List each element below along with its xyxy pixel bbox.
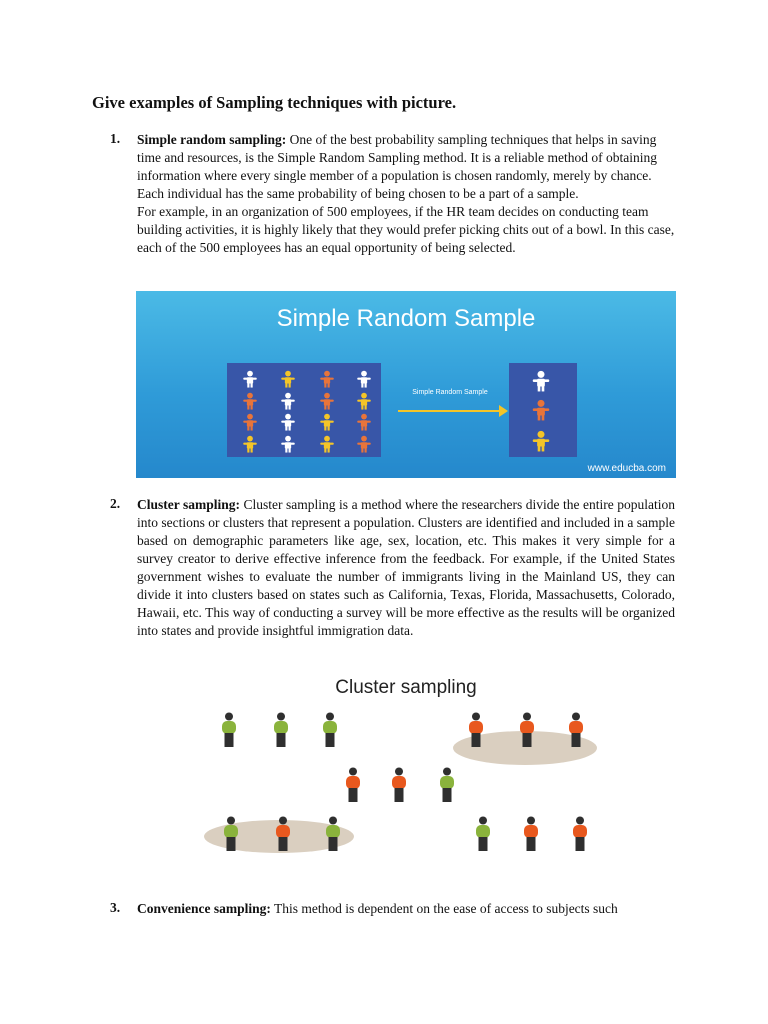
list-item-body	[137, 131, 675, 257]
definition-text: This method is dependent on the ease of access to subjects such	[270, 901, 618, 916]
person-icon	[389, 767, 409, 805]
person-icon	[241, 370, 259, 388]
person-icon	[318, 435, 336, 453]
term-label: Convenience sampling:	[137, 901, 271, 916]
person-icon	[466, 712, 486, 750]
list-item-simple-random	[110, 131, 675, 257]
source-url: www.educba.com	[587, 463, 666, 474]
person-icon	[279, 435, 297, 453]
person-icon	[219, 712, 239, 750]
list-number: 2.	[110, 496, 121, 511]
cluster-sampling-figure	[136, 670, 676, 860]
person-icon	[355, 370, 373, 388]
list-number: 1.	[110, 131, 121, 146]
person-icon	[323, 816, 343, 854]
person-icon	[320, 712, 340, 750]
person-icon	[570, 816, 590, 854]
person-icon	[241, 392, 259, 410]
definition-text: One of the best probability sampling techniques that helps in saving time and resources, is the Simple Random Sampling method. It is a reliable method of obtaining information where every single member of a population is chosen randomly, merely by chance. Each individual has the same probability of being chosen to be a part of a sample.	[137, 132, 658, 201]
person-icon	[279, 370, 297, 388]
definition-text: Cluster sampling is a method where the researchers divide the entire population into sections or clusters that represent a population. Clusters are identified and included in a sample based on demographic parameters like age, sex, location, etc. This makes it very simple for a survey creator to derive effective inference from the feedback. For example, if the United States government wishes to evaluate the number of immigrants living in the Mainland US, they can divide it into clusters based on states such as California, Texas, Florida, Massachusetts, Colorado, Hawaii, etc. This way of conducting a survey will be more effective as the results will be organized into states and provide insightful immigration data.	[137, 497, 676, 638]
person-icon	[521, 816, 541, 854]
list-item-body	[137, 900, 675, 918]
list-item-cluster	[110, 496, 675, 640]
term-label: Simple random sampling:	[137, 132, 287, 147]
person-icon	[318, 392, 336, 410]
figure-title: Cluster sampling	[335, 677, 477, 698]
person-icon	[355, 413, 373, 431]
person-icon	[473, 816, 493, 854]
person-icon	[566, 712, 586, 750]
person-icon	[221, 816, 241, 854]
person-icon	[530, 370, 552, 392]
list-number: 3.	[110, 900, 121, 915]
person-icon	[271, 712, 291, 750]
person-icon	[241, 413, 259, 431]
list-item-body	[137, 496, 675, 640]
simple-random-sample-figure	[136, 291, 676, 478]
person-icon	[517, 712, 537, 750]
term-label: Cluster sampling:	[137, 497, 241, 512]
person-icon	[355, 435, 373, 453]
person-icon	[343, 767, 363, 805]
person-icon	[530, 430, 552, 452]
arrow-label: Simple Random Sample	[412, 389, 488, 396]
example-text: For example, in an organization of 500 employees, if the HR team decides on conducting team building activities, it is highly likely that they would prefer picking chits out of a bowl. In this case, each of the 500 employees has an equal opportunity of being selected.	[137, 204, 675, 255]
person-icon	[279, 392, 297, 410]
arrow-line	[398, 410, 501, 412]
arrow-head-icon	[499, 405, 508, 417]
list-item-convenience	[110, 900, 675, 918]
person-icon	[241, 435, 259, 453]
person-icon	[437, 767, 457, 805]
person-icon	[318, 413, 336, 431]
page-title: Give examples of Sampling techniques with picture.	[92, 93, 457, 112]
figure-title: Simple Random Sample	[276, 305, 536, 332]
person-icon	[273, 816, 293, 854]
person-icon	[318, 370, 336, 388]
person-icon	[355, 392, 373, 410]
person-icon	[530, 399, 552, 421]
person-icon	[279, 413, 297, 431]
